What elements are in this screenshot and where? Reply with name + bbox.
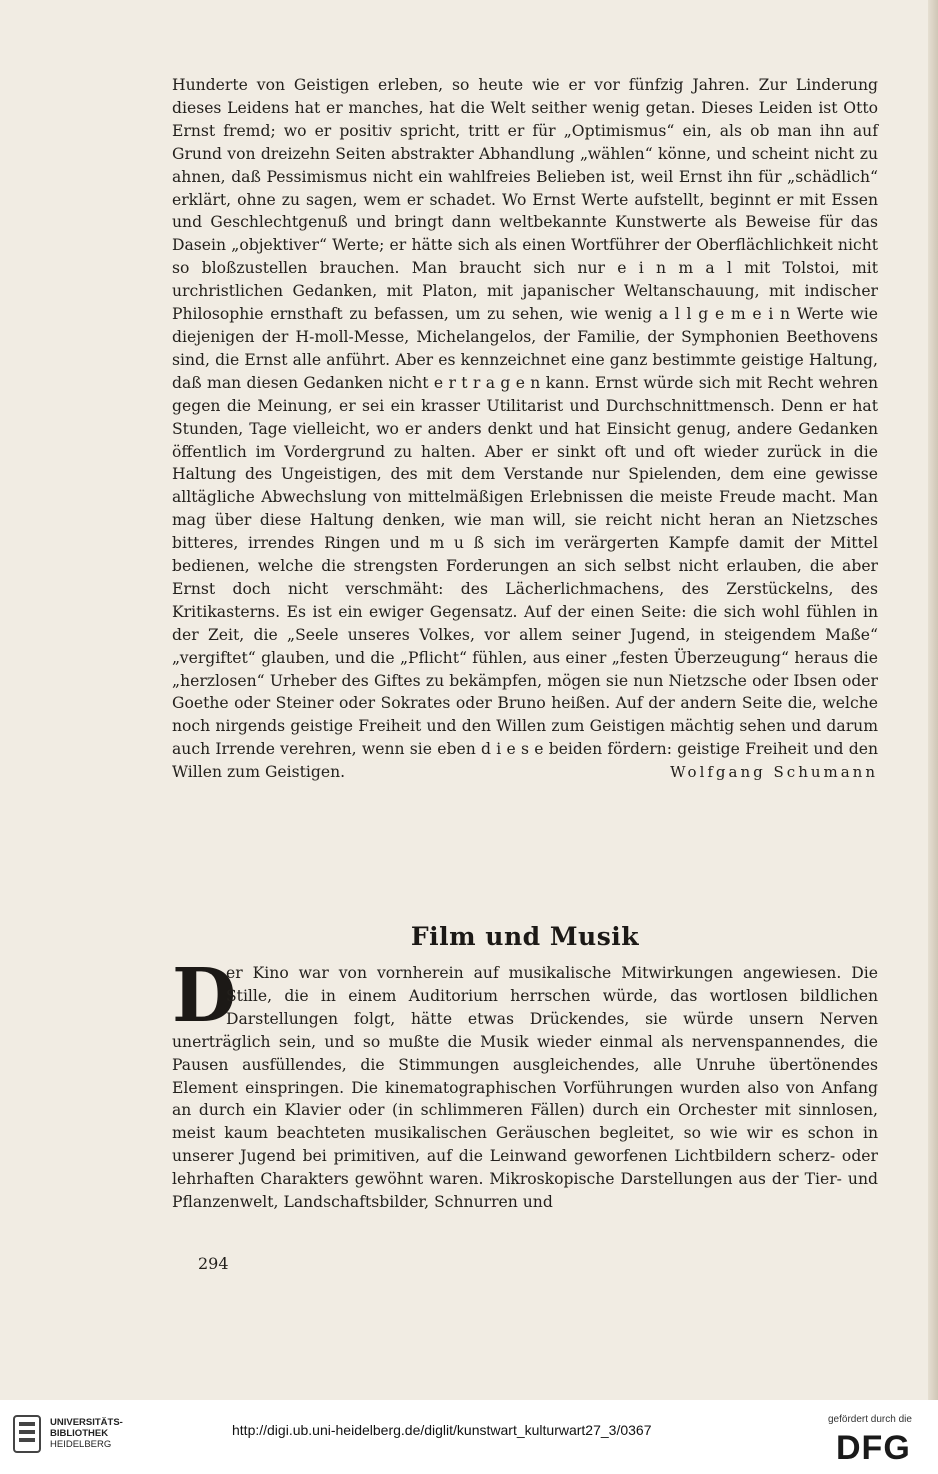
film-music-paragraph: er Kino war von vornherein auf musikalische Mitwirkungen angewiesen. Die Stille, die in einem Auditorium herrschen würde, das wortlosen bildlichen Darstellungen folgt, hätte etwas Drückendes, sie würde unsern Nerven unerträglich sein, und so mußte die Musik wieder einmal als nervenspannendes, die Pausen ausfüllendes, die Stimmungen ausgleichendes, alle Unruhe übertönendes Element einspringen. Die kinematographischen Vorführungen wurden also von Anfang an durch ein Klavier oder (in schlimmeren Fällen) durch ein Orchester mit sinnlosen, meist kaum beachteten musikalischen Geräuschen begleitet, so wie wir es schon in unserer Jugend bei primitiven, auf die Leinwand geworfenen Lichtbildern scherz- oder lehrhaften Charakters gewöhnt waren. Mikroskopische Darstellungen aus der Tier- und Pflanzenwelt, Landschaftsbilder, Schnurren und [172,964,878,1212]
library-name-line-2: BIBLIOTHEK [50,1428,109,1439]
drop-cap-initial: D [172,953,237,1039]
university-library-name [50,1417,123,1450]
article-film-music [172,953,878,1214]
article-title: Film und Musik [410,922,640,951]
source-url-link[interactable]: http://digi.ub.uni-heidelberg.de/diglit/kunstwart_kulturwart27_3/0367 [232,1422,652,1438]
article-essay [172,74,878,784]
essay-paragraph [172,74,878,784]
essay-text: Hunderte von Geistigen erleben, so heute wie er vor fünfzig Jahren. Zur Linderung dieses Leidens hat er manches, hat die Welt seither wenig getan. Dieses Leiden ist Otto Ernst fremd; wo er positiv spricht, tritt er für „Optimismus“ ein, als ob man ihn auf Grund von dreizehn Seiten abstrakter Abhandlung „wählen“ könne, und scheint nicht zu ahnen, daß Pessimismus nicht ein wahlfreies Belieben ist, weil Ernst ihn für „schädlich“ erklärt, ohne zu sagen, wem er schadet. Wo Ernst Werte aufstellt, beginnt er mit Essen und Geschlechtgenuß und bringt dann weltbekannte Kunstwerte als Beweise für das Dasein „objektiver“ Werte; er hätte sich als einen Wortführer der Oberflächlichkeit nicht so bloßzustellen brauchen. Man braucht sich nur e i n m a l mit Tolstoi, mit urchristlichen Gedanken, mit Platon, mit japanischer Weltanschauung, mit indischer Philosophie ernsthaft zu befassen, um zu sehen, wie wenig a l l g e m e i n Werte wie diejenigen der H-moll-Messe, Michelangelos, der Familie, der Symphonien Beethovens sind, die Ernst alle anführt. Aber es kennzeichnet eine ganz bestimmte geistige Haltung, daß man diesen Gedanken nicht e r t r a g e n kann. Ernst würde sich mit Recht wehren gegen die Meinung, er sei ein krasser Utilitarist und Durchschnittmensch. Denn er hat Stunden, Tage vielleicht, wo er anders denkt und hat Einsicht genug, andere Gedanken öffentlich im Vordergrund zu halten. Aber er sinkt oft und oft wieder zurück in die Haltung des Ungeistigen, des mit dem Verstande nur Spielenden, dem eine gewisse alltägliche Abwechslung von mittelmäßigen Erlebnissen die meiste Freude macht. Man mag über diese Haltung denken, wie man will, sie reicht nicht heran an Nietzsches bitteres, irrendes Ringen und m u ß sich im verärgerten Kampfe damit der Mittel bedienen, welche die strengsten Forderungen an sich selbst nicht erlauben, die aber Ernst doch nicht verschmäht: des Lächerlichmachens, des Zerstückelns, des Kritikasterns. Es ist ein ewiger Gegensatz. Auf der einen Seite: die sich wohl fühlen in der Zeit, die „Seele unseres Volkes, vor allem seiner Jugend, in steigendem Maße“ „vergiftet“ glauben, und die „Pflicht“ fühlen, aus einer „festen Überzeugung“ heraus die „herzlosen“ Urheber des Giftes zu bekämpfen, mögen sie nun Nietzsche oder Ibsen oder Goethe oder Steiner oder Sokrates oder Bruno heißen. Auf der andern Seite die, welche noch nirgends geistige Freiheit und den Willen zum Geistigen mächtig sehen und darum auch Irrende verehren, wenn sie eben d i e s e beiden fördern: geistige Freiheit und den Willen zum Geistigen. [172,76,878,782]
digitization-footer [0,1400,938,1474]
author-signature: Wolfgang Schumann [670,763,878,782]
university-seal-icon [12,1414,42,1454]
page-number: 294 [198,1254,229,1273]
funded-by-label: gefördert durch die [828,1414,912,1425]
dfg-logo: DFG [836,1429,911,1467]
library-name-line-1: UNIVERSITÄTS- [50,1417,123,1428]
library-name-line-3: HEIDELBERG [50,1439,112,1450]
